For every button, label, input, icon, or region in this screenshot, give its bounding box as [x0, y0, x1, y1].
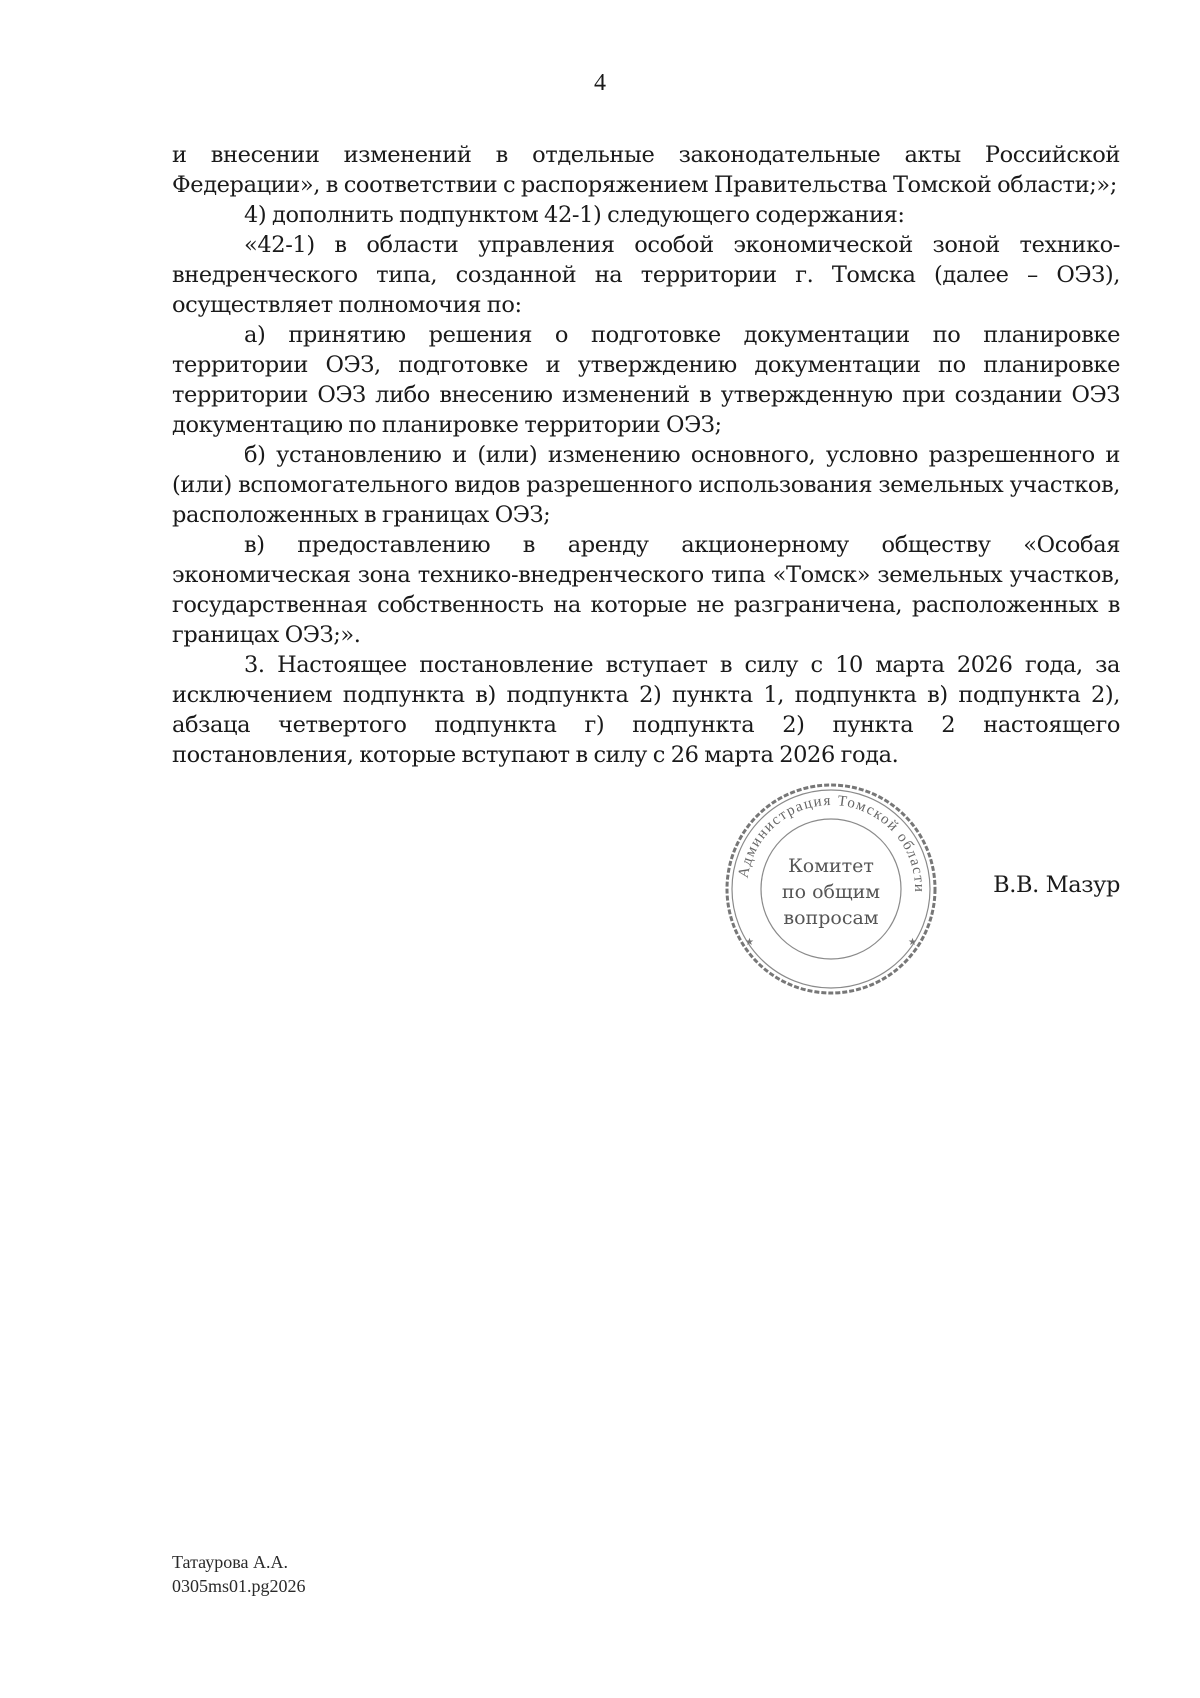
executor-name: Татаурова А.А.: [172, 1552, 288, 1572]
stamp-ring-textpath: Администрация Томской области: [735, 792, 928, 894]
page-number: 4: [594, 70, 606, 96]
paragraph-subitem-v: в) предоставлению в аренду акционерному обществу «Особая экономическая зона технико-внедренческого типа «Томск» земельных участков, государственная собственность на которые не разграничена, расположенных в границах ОЭЗ;».: [172, 532, 1120, 648]
stamp-center-line-3: вопросам: [783, 907, 879, 929]
document-body: [172, 140, 1120, 770]
paragraph-item-3-effective-date: 3. Настоящее постановление вступает в силу с 10 марта 2026 года, за исключением подпункта в) подпункта 2) пункта 1, подпункта в) подпункта 2), абзаца четвертого подпункта г) подпункта 2) пункта 2 настоящего постановления, которые вступают в силу с 26 марта 2026 года.: [172, 652, 1120, 768]
official-stamp: [722, 780, 940, 998]
footer: [172, 1550, 306, 1598]
svg-text:★: ★: [908, 937, 917, 948]
paragraph-continuation: и внесении изменений в отдельные законодательные акты Российской Федерации», в соответствии с распоряжением Правительства Томской области;»;: [172, 142, 1120, 198]
paragraph-item-4: 4) дополнить подпунктом 42-1) следующего содержания:: [244, 202, 905, 228]
stamp-center-line-2: по общим: [781, 881, 881, 903]
stamp-center-line-1: Комитет: [788, 855, 874, 877]
file-code: 0305ms01.pg2026: [172, 1576, 306, 1596]
paragraph-subitem-a: а) принятию решения о подготовке документации по планировке территории ОЭЗ, подготовке и утверждению документации по планировке территории ОЭЗ либо внесению изменений в утвержденную при создании ОЭЗ документацию по планировке территории ОЭЗ;: [172, 322, 1120, 438]
paragraph-subitem-42-1: «42-1) в области управления особой экономической зоной технико-внедренческого типа, созданной на территории г. Томска (далее – ОЭЗ), осуществляет полномочия по:: [172, 232, 1120, 318]
svg-text:★: ★: [745, 937, 754, 948]
signatory-name: В.В. Мазур: [993, 872, 1120, 898]
paragraph-subitem-b: б) установлению и (или) изменению основного, условно разрешенного и (или) вспомогательного видов разрешенного использования земельных участков, расположенных в границах ОЭЗ;: [172, 442, 1120, 528]
